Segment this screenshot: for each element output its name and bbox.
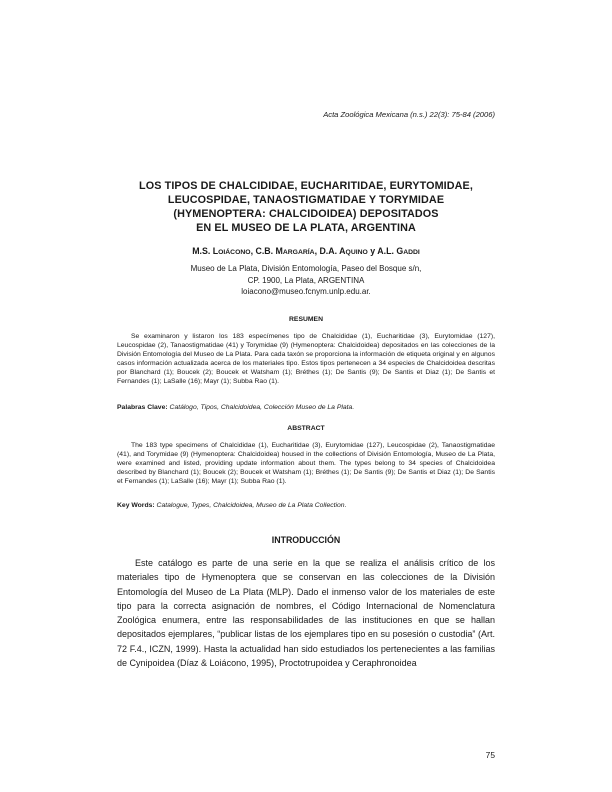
affiliation-line: CP. 1900, La Plata, ARGENTINA	[247, 275, 365, 285]
title-line: EN EL MUSEO DE LA PLATA, ARGENTINA	[196, 222, 416, 234]
resumen-text	[117, 333, 495, 386]
keywords-list: Catálogo, Tipos, Chalcidoidea, Colección Museo de La Plata.	[169, 404, 355, 411]
resumen-heading: RESUMEN	[289, 316, 323, 323]
introduccion-text	[117, 556, 495, 670]
introduccion-body: Este catálogo es parte de una serie en la que se realiza el análisis crítico de los materiales tipo de Hymenoptera que se conservan en las colecciones de la División Entomología del Museo de La Plata (MLP). Dado el inmenso valor de los materiales de este tipo para la correcta asignación de nombres, el Código Internacional de Nomenclatura Zoológica enumera, entre las responsabilidades de las instituciones en que se hallan depositados ejemplares, “publicar listas de los ejemplares tipo en su posesión o custodia” (Art. 72 F.4., ICZN, 1999). Hasta la actualidad han sido estudiados los pertenecientes a las familias de Cynipoidea (Díaz & Loiácono, 1995), Proctotrupoidea y Ceraphronoidea	[117, 558, 495, 669]
author-initials: C.B. M	[255, 246, 283, 256]
title-line: LOS TIPOS DE CHALCIDIDAE, EUCHARITIDAE, EURYTOMIDAE,	[139, 180, 473, 192]
key-words	[117, 502, 495, 511]
author-separator: ,	[314, 246, 320, 256]
affiliation-line: Museo de La Plata, División Entomología, Paseo del Bosque s/n,	[190, 264, 422, 273]
author-surname: ARGARÍA	[282, 249, 315, 256]
author-surname: QUINO	[345, 249, 368, 256]
paper-title	[100, 179, 512, 235]
title-line: LEUCOSPIDAE, TANAOSTIGMATIDAE Y TORYMIDAE	[167, 194, 445, 206]
author-initials: A.L. G	[377, 246, 404, 256]
author-list	[100, 246, 512, 256]
title-line: (HYMENOPTERA: CHALCIDOIDEA) DEPOSITADOS	[173, 208, 439, 220]
author-initials: M.S. L	[192, 246, 219, 256]
author-surname: OIÁCONO	[218, 249, 251, 256]
keywords-label: Palabras Clave:	[117, 404, 168, 411]
journal-reference: Acta Zoológica Mexicana (n.s.) 22(3): 75-84 (2006)	[323, 110, 495, 119]
abstract-body: The 183 type specimens of Chalcididae (1), Eucharitidae (3), Eurytomidae (127), Leucospidae (2), Tanaostigmatidae (41), and Torymidae (9) (Hymenoptera: Chalcidoidea) housed in the collections of División Entomología, Museo de La Plata, were examined and listed, providing update information about them. The types belong to 34 species of Chalcidoidea described by Blanchard (1); Boucek (2); Boucek et Watsham (1); Bréthes (1); De Santis (9); De Santis et Diaz (1); De Santis et Fernandes (1); LaSalle (16); Mayr (1); Subba Rao (1).	[117, 442, 495, 485]
keywords-list: Catalogue, Types, Chalcidoidea, Museo de La Plata Collection.	[156, 502, 347, 509]
affiliation	[100, 263, 512, 298]
introduccion-heading: INTRODUCCIÓN	[271, 535, 341, 545]
palabras-clave	[117, 404, 495, 413]
abstract-text	[117, 442, 495, 487]
author-separator: ,	[250, 246, 256, 256]
author-initials: D.A. A	[319, 246, 346, 256]
email-address: loiacono@museo.fcnym.unlp.edu.ar.	[241, 287, 371, 297]
author-separator: y	[367, 246, 378, 256]
resumen-body: Se examinaron y listaron los 183 especímenes tipo de Chalcididae (1), Eucharitidae (3), Eurytomidae (127), Leucospidae (2), Tanaostigmatidae (41) y Torymidae (9) (Hymenoptera: Chalcidoidea) depositados en las colecciones de la División Entomología del Museo de La Plata. Para cada taxón se proporciona la información de etiqueta original y en algunos casos información actualizada acerca de los materiales tipo. Estos tipos pertenecen a 34 especies de Chalcidoidea descritas por Blanchard (1); Boucek (2); Boucek et Watsham (1); Bréthes (1); De Santis (9); De Santis et Diaz (1); De Santis et Fernandes (1); LaSalle (16); Mayr (1); Subba Rao (1).	[117, 333, 495, 385]
abstract-heading: ABSTRACT	[287, 425, 325, 432]
author-surname: ADDI	[403, 249, 420, 256]
keywords-label: Key Words:	[117, 502, 155, 509]
page-number: 75	[485, 750, 495, 760]
